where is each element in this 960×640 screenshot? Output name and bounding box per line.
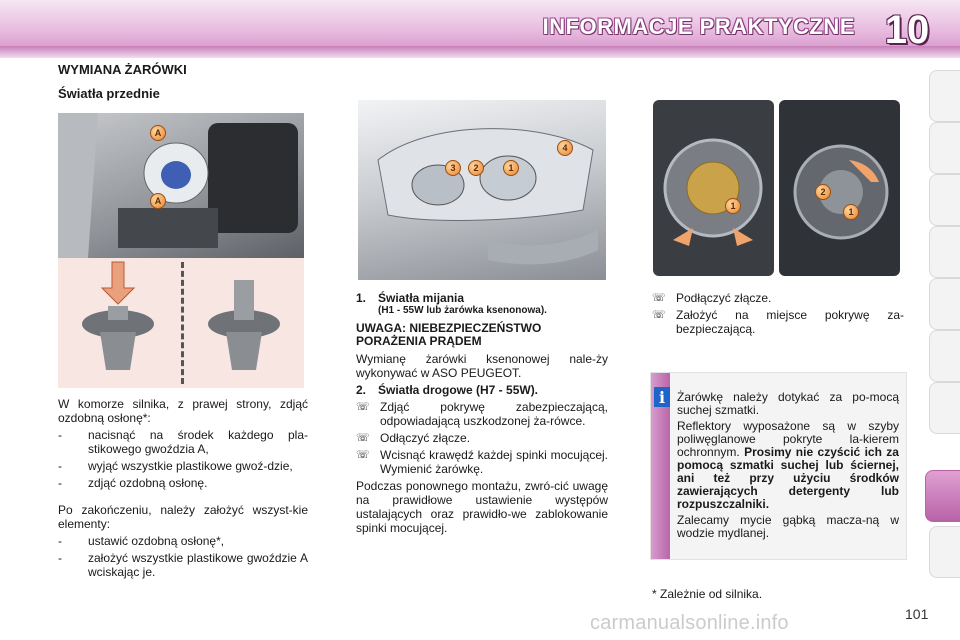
list-item xyxy=(652,308,904,336)
left-instructions xyxy=(58,397,308,582)
bullet-dash: - xyxy=(58,428,62,442)
callout-3: 3 xyxy=(445,160,461,176)
chapter-tab[interactable] xyxy=(929,174,960,226)
fog-lamp-area xyxy=(488,230,598,264)
list-item xyxy=(356,400,608,428)
numbered-item xyxy=(356,383,608,397)
xenon-text: Wymianę żarówki ksenonowej nale-ży wykonywać w ASO PEUGEOT. xyxy=(356,352,608,380)
watermark: carmanualsonline.info xyxy=(590,612,789,634)
step-text: Odłączyć złącze. xyxy=(380,431,471,445)
clip-body xyxy=(226,332,262,370)
phone-icon: ☏ xyxy=(356,448,370,461)
bulb-cover-illustration xyxy=(779,100,900,276)
engine-bay-photo xyxy=(58,113,304,258)
item-title: Światła drogowe (H7 - 55W). xyxy=(378,383,539,397)
step-text: Podłączyć złącze. xyxy=(676,291,772,305)
item-number: 2. xyxy=(356,383,367,397)
bulb-cover-photo xyxy=(779,100,900,276)
info-paragraph: Żarówkę należy dotykać za po-mocą suchej szmatki. xyxy=(677,390,899,417)
headlight-illustration xyxy=(358,100,606,280)
list-item xyxy=(652,291,904,305)
chapter-tab[interactable] xyxy=(929,70,960,122)
chapter-title: INFORMACJE PRAKTYCZNE xyxy=(542,14,855,39)
callout-a: A xyxy=(150,193,166,209)
engine-bay-illustration xyxy=(58,113,304,258)
chapter-tab[interactable] xyxy=(929,526,960,578)
callout-1: 1 xyxy=(843,204,859,220)
engine-trim xyxy=(118,208,218,248)
info-box xyxy=(650,372,907,560)
arrow-icon xyxy=(673,228,693,246)
section-title: WYMIANA ŻARÓWKI xyxy=(58,62,187,77)
reservoir-cover xyxy=(208,123,298,233)
headlight-photo xyxy=(358,100,606,280)
step-text: Wcisnąć krawędź każdej spinki mocującej. Wymienić żarówkę. xyxy=(380,448,608,476)
phone-icon: ☏ xyxy=(652,291,666,304)
bulb-housing-illustration xyxy=(653,100,774,276)
page-number: 101 xyxy=(905,606,929,622)
warning-text: UWAGA: NIEBEZPIECZEŃSTWO PORAŻENIA PRĄDEM xyxy=(356,321,542,348)
intro-text: W komorze silnika, z prawej strony, zdjąć ozdobną osłonę*: xyxy=(58,397,308,425)
info-content xyxy=(677,391,899,543)
list-item xyxy=(58,476,308,490)
plastic-clip-photo xyxy=(58,258,304,388)
callout-1: 1 xyxy=(725,198,741,214)
step-text: nacisnąć na środek każdego pla-stikowego gwoździa A, xyxy=(88,428,308,456)
right-instructions xyxy=(652,291,904,339)
step-text: założyć wszystkie plastikowe gwoździe A wciskając je. xyxy=(88,551,308,579)
chapter-tab[interactable] xyxy=(929,382,960,434)
chapter-tab-active[interactable] xyxy=(925,470,960,522)
phone-icon: ☏ xyxy=(356,400,370,413)
step-text: Założyć na miejsce pokrywę za-bezpieczającą. xyxy=(676,308,904,336)
info-text: Reflektory wyposażone są w szyby poliwęglanowe pokryte la-kierem ochronnym. xyxy=(677,419,899,459)
clip-pin xyxy=(234,280,254,320)
list-item xyxy=(58,428,308,456)
callout-2: 2 xyxy=(468,160,484,176)
info-bold-text: Prosimy nie czyścić ich za pomocą szmatki suchej lub ściernej, ani też przy użyciu środków zawierających detergenty lub rozpuszczalniki. xyxy=(677,445,899,511)
page-header xyxy=(0,0,960,58)
step-text: Zdjąć pokrywę zabezpieczającą, odpowiadającą uszkodzonej ża-rówce. xyxy=(380,400,608,428)
header-band xyxy=(0,46,960,58)
phone-icon: ☏ xyxy=(652,308,666,321)
after-text: Po zakończeniu, należy założyć wszyst-kie elementy: xyxy=(58,503,308,531)
list-item xyxy=(356,448,608,476)
list-item xyxy=(58,534,308,548)
step-text: ustawić ozdobną osłonę*, xyxy=(88,534,225,548)
middle-instructions xyxy=(356,291,608,538)
step-text: zdjąć ozdobną osłonę. xyxy=(88,476,208,490)
numbered-item xyxy=(356,291,608,305)
item-subtitle: (H1 - 55W lub żarówka ksenonowa). xyxy=(378,305,547,316)
bulb-cap xyxy=(161,161,191,189)
bullet-dash: - xyxy=(58,476,62,490)
divider xyxy=(181,262,184,384)
chapter-number: 10 xyxy=(884,7,930,52)
subsection-title: Światła przednie xyxy=(58,86,160,101)
chapter-tabs xyxy=(926,70,960,630)
info-paragraph xyxy=(677,420,899,511)
step-text: wyjąć wszystkie plastikowe gwoź-dzie, xyxy=(88,459,293,473)
arrow-icon xyxy=(733,228,753,246)
wing-panel xyxy=(58,113,98,258)
callout-4: 4 xyxy=(557,140,573,156)
clip-pin xyxy=(108,306,128,320)
closing-text: Podczas ponownego montażu, zwró-cić uwagę na prawidłowe ustawienie występów ustalających oraz prawidło-we zablokowanie spinki mocującej. xyxy=(356,479,608,535)
phone-icon: ☏ xyxy=(356,431,370,444)
chapter-tab[interactable] xyxy=(929,330,960,382)
info-icon: i xyxy=(654,387,670,407)
callout-a: A xyxy=(150,125,166,141)
chapter-tab[interactable] xyxy=(929,278,960,330)
arrow-down-icon xyxy=(102,262,134,304)
bullet-dash: - xyxy=(58,534,62,548)
item-number: 1. xyxy=(356,291,367,305)
chapter-tab[interactable] xyxy=(929,226,960,278)
bullet-dash: - xyxy=(58,551,62,565)
callout-1: 1 xyxy=(503,160,519,176)
item-title: Światła mijania xyxy=(378,291,465,305)
callout-2: 2 xyxy=(815,184,831,200)
list-item xyxy=(58,459,308,473)
list-item xyxy=(58,551,308,579)
clip-body xyxy=(100,332,136,370)
info-paragraph: Zalecamy mycie gąbką macza-ną w wodzie mydlanej. xyxy=(677,513,899,540)
list-item xyxy=(356,431,608,445)
bulb-housing-photo xyxy=(653,100,774,276)
chapter-tab[interactable] xyxy=(929,122,960,174)
footnote: * Zależnie od silnika. xyxy=(652,587,763,601)
bullet-dash: - xyxy=(58,459,62,473)
